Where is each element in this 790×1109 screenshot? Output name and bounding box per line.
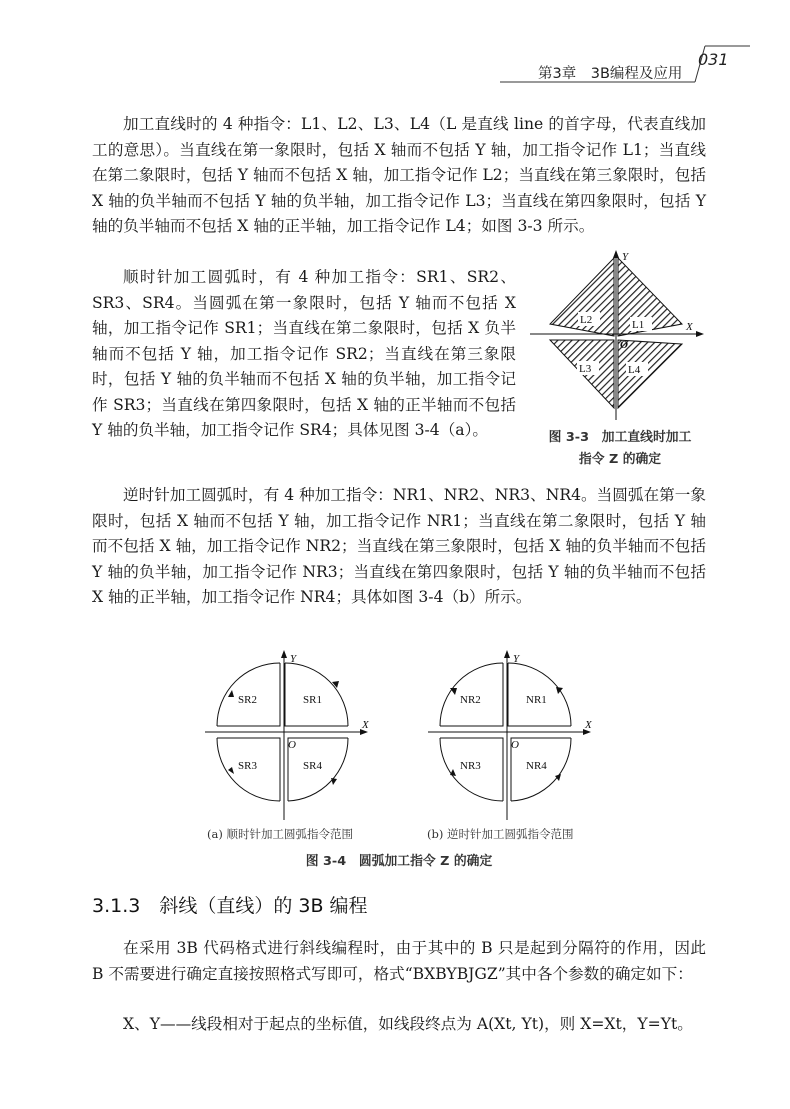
y-axis-label: Y xyxy=(290,653,297,665)
figure-3-3-diagram xyxy=(522,248,722,423)
y-axis-label: Y xyxy=(622,251,629,263)
label-l3: L3 xyxy=(579,363,592,375)
label-nr3: NR3 xyxy=(460,760,481,772)
y-axis-label: Y xyxy=(513,653,520,665)
figure-3-4b-subcaption: (b) 逆时针加工圆弧指令范围 xyxy=(427,827,574,841)
paragraph-clockwise-arcs: 顺时针加工圆弧时，有 4 种加工指令：SR1、SR2、SR3、SR4。当圆弧在第一象限时，包括 Y 轴而不包括 X 轴，加工指令记作 SR1；当直线在第二象限时，包括 X 负半轴而不包括 Y 轴，加工指令记作 SR2；当直线在第三象限时，包括 Y 轴的负半轴而不包括 X 轴的负半轴，加工指令记作 SR3；当直线在第四象限时，包括 X 轴的正半轴而不包括 Y 轴的负半轴，加工指令记作 SR4；具体见图 3-4（a）。 xyxy=(92,268,516,439)
origin-label: O xyxy=(288,739,296,751)
chapter-title: 第3章 3B编程及应用 xyxy=(538,66,683,82)
label-sr3: SR3 xyxy=(238,760,257,772)
figure-3-4a-diagram xyxy=(200,648,380,823)
section-heading: 3.1.3 斜线（直线）的 3B 编程 xyxy=(92,895,368,917)
paragraph-line-instructions: 加工直线时的 4 种指令：L1、L2、L3、L4（L 是直线 line 的首字母，代表直线加工的意思）。当直线在第一象限时，包括 X 轴而不包括 Y 轴，加工指令记作 L1；当直线在第二象限时，包括 Y 轴而不包括 X 轴，加工指令记作 L2；当直线在第三象限时，包括 X 轴的负半轴而不包括 Y 轴的负半轴，加工指令记作 L3；当直线在第四象限时，包括 Y 轴的负半轴而不包括 X 轴的正半轴，加工指令记作 L4；如图 3-3 所示。 xyxy=(92,115,706,235)
label-l4: L4 xyxy=(628,364,641,376)
label-sr1: SR1 xyxy=(303,694,322,706)
x-axis-label: X xyxy=(362,719,369,731)
paragraph-slope-programming: 在采用 3B 代码格式进行斜线编程时，由于其中的 B 只是起到分隔符的作用，因此 B 不需要进行确定直接按照格式写即可，格式“BXBYBJGZ”其中各个参数的确定如下： xyxy=(92,939,706,983)
figure-3-3-caption-line2: 指令 Z 的确定 xyxy=(578,452,662,467)
figure-3-4-caption: 图 3-4 圆弧加工指令 Z 的确定 xyxy=(305,854,493,869)
origin-label: O xyxy=(511,739,519,751)
label-nr2: NR2 xyxy=(460,694,481,706)
origin-label: O xyxy=(620,339,628,351)
figure-3-3-caption xyxy=(520,427,720,471)
label-sr2: SR2 xyxy=(238,694,257,706)
page-header xyxy=(500,44,760,84)
label-l1: L1 xyxy=(632,319,645,331)
figure-3-4a-subcaption: (a) 顺时针加工圆弧指令范围 xyxy=(207,827,353,841)
label-nr1: NR1 xyxy=(526,694,547,706)
label-sr4: SR4 xyxy=(303,760,322,772)
figure-3-3-caption-line1: 图 3-3 加工直线时加工 xyxy=(548,430,692,445)
label-nr4: NR4 xyxy=(526,760,547,772)
paragraph-counterclockwise-arcs: 逆时针加工圆弧时，有 4 种加工指令：NR1、NR2、NR3、NR4。当圆弧在第一象限时，包括 X 轴而不包括 Y 轴，加工指令记作 NR1；当直线在第二象限时，包括 Y 轴而不包括 X 轴，加工指令记作 NR2；当直线在第三象限时，包括 X 轴的负半轴而不包括 Y 轴的负半轴，加工指令记作 NR3；当直线在第四象限时，包括 Y 轴的负半轴而不包括 X 轴的正半轴，加工指令记作 NR4；具体如图 3-4（b）所示。 xyxy=(92,486,706,606)
x-axis-label: X xyxy=(585,719,592,731)
paragraph-xy-definition: X、Y——线段相对于起点的坐标值，如线段终点为 A(Xt, Yt)，则 X=Xt，Y=Yt。 xyxy=(123,1015,693,1033)
figure-3-4b-diagram xyxy=(420,648,600,823)
x-axis-label: X xyxy=(686,321,693,333)
page-number: 031 xyxy=(698,50,729,69)
label-l2: L2 xyxy=(580,314,593,326)
